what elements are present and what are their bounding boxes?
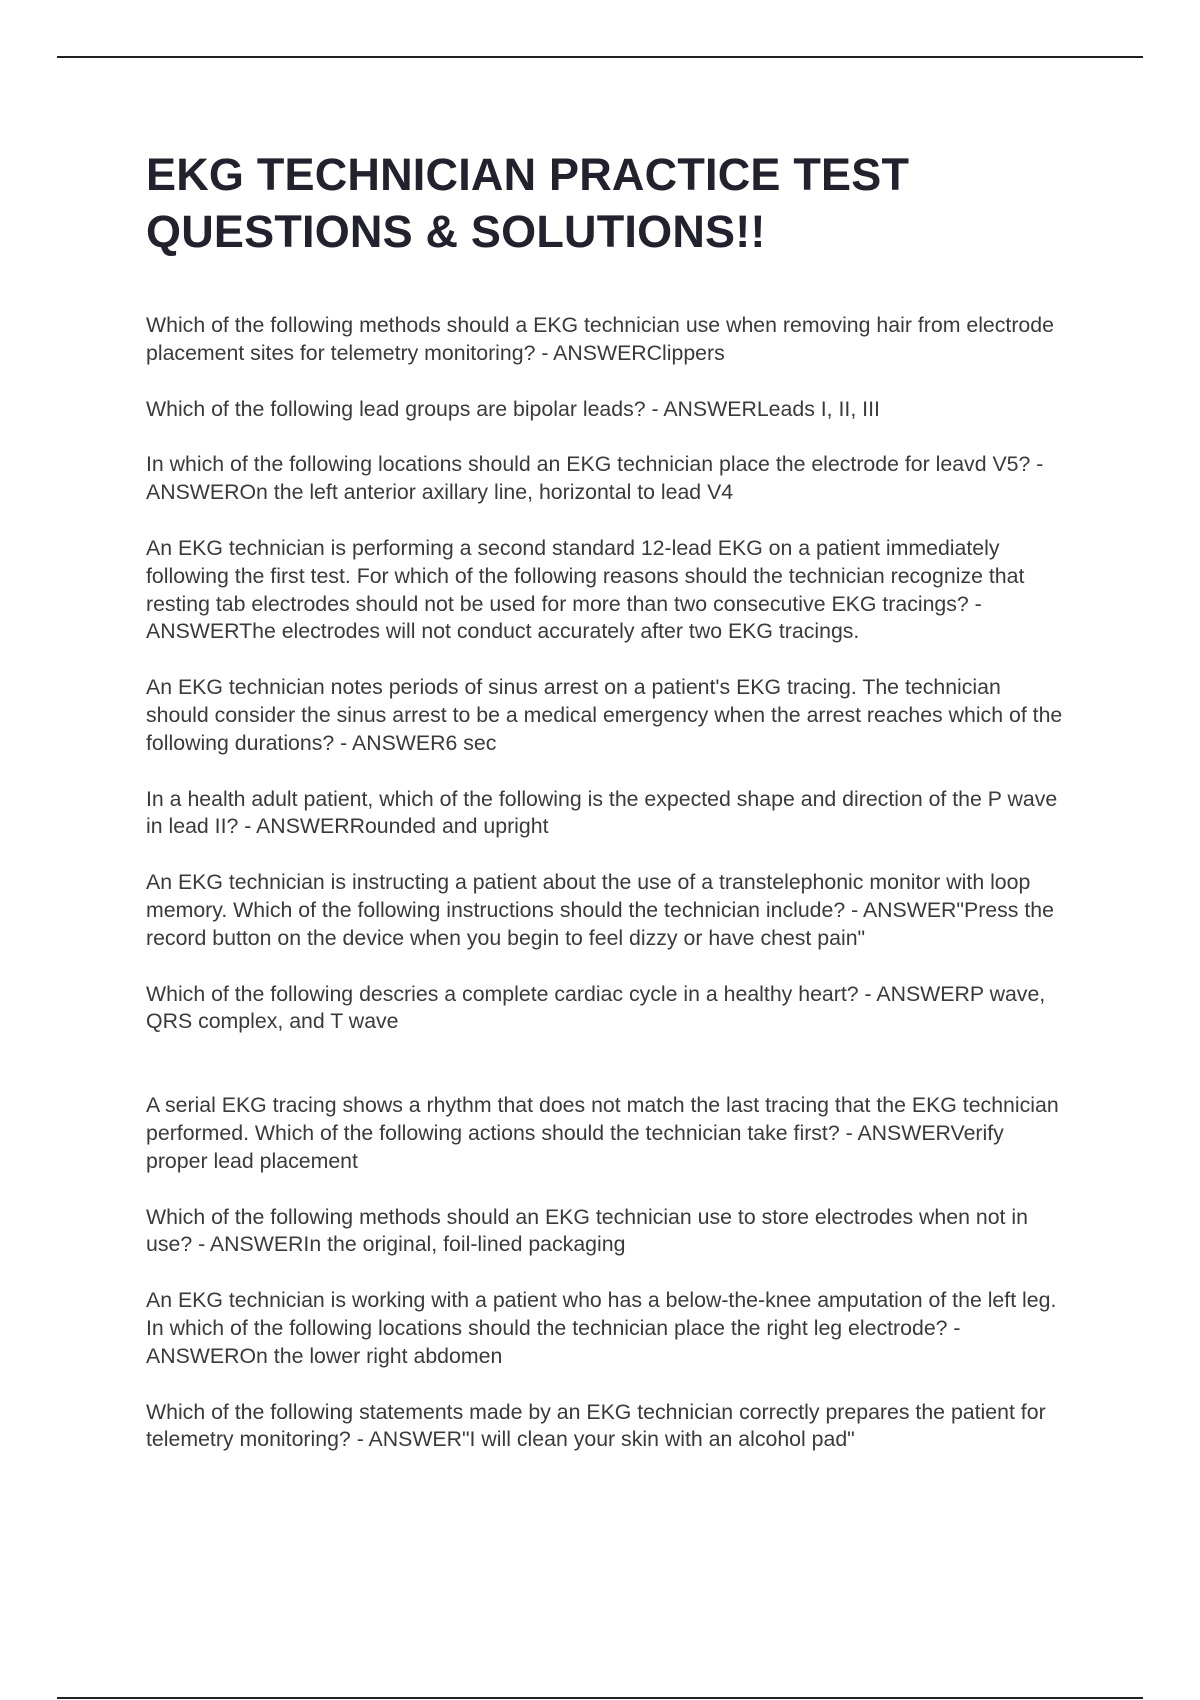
- qa-item: Which of the following descries a complete cardiac cycle in a healthy heart? - ANSWERP wave, QRS complex, and T wave: [146, 981, 1046, 1034]
- bottom-divider: [57, 1697, 1143, 1699]
- page-title: EKG TECHNICIAN PRACTICE TEST QUESTIONS & SOLUTIONS!!: [146, 149, 910, 257]
- qa-item: Which of the following statements made by an EKG technician correctly prepares the patient for telemetry monitoring? - ANSWER"I will clean your skin with an alcohol pad": [146, 1399, 1046, 1452]
- qa-item: An EKG technician is performing a second standard 12-lead EKG on a patient immediately following the first test. For which of the following reasons should the technician recognize that resting tab electrodes should not be used for more than two consecutive EKG tracings? - ANSWERThe electrodes will not conduct accurately after two EKG tracings.: [146, 535, 1025, 644]
- qa-item: Which of the following lead groups are bipolar leads? - ANSWERLeads I, II, III: [146, 396, 880, 421]
- qa-item: In a health adult patient, which of the following is the expected shape and direction of the P wave in lead II? - ANSWERRounded and upright: [146, 786, 1058, 839]
- qa-list: [146, 312, 1066, 1482]
- qa-item: An EKG technician is working with a patient who has a below-the-knee amputation of the left leg. In which of the following locations should the technician place the right leg electrode? - ANSWEROn the lower right abdomen: [146, 1288, 1057, 1368]
- qa-item: A serial EKG tracing shows a rhythm that does not match the last tracing that the EKG technician performed. Which of the following actions should the technician take first? - ANSWERVerify proper lead placement: [146, 1093, 1059, 1173]
- qa-item: In which of the following locations should an EKG technician place the electrode for leavd V5? - ANSWEROn the left anterior axillary line, horizontal to lead V4: [146, 452, 1044, 505]
- top-divider: [57, 56, 1143, 58]
- qa-item: An EKG technician is instructing a patient about the use of a transtelephonic monitor with loop memory. Which of the following instructions should the technician include? - ANSWER"Press the record button on the device when you begin to feel dizzy or have chest pain": [146, 870, 1054, 950]
- qa-item: Which of the following methods should a EKG technician use when removing hair from electrode placement sites for telemetry monitoring? - ANSWERClippers: [146, 313, 1054, 365]
- qa-item: Which of the following methods should an EKG technician use to store electrodes when not in use? - ANSWERIn the original, foil-lined packaging: [146, 1204, 1028, 1257]
- qa-item: An EKG technician notes periods of sinus arrest on a patient's EKG tracing. The technician should consider the sinus arrest to be a medical emergency when the arrest reaches which of the following durations? - ANSWER6 sec: [146, 675, 1063, 755]
